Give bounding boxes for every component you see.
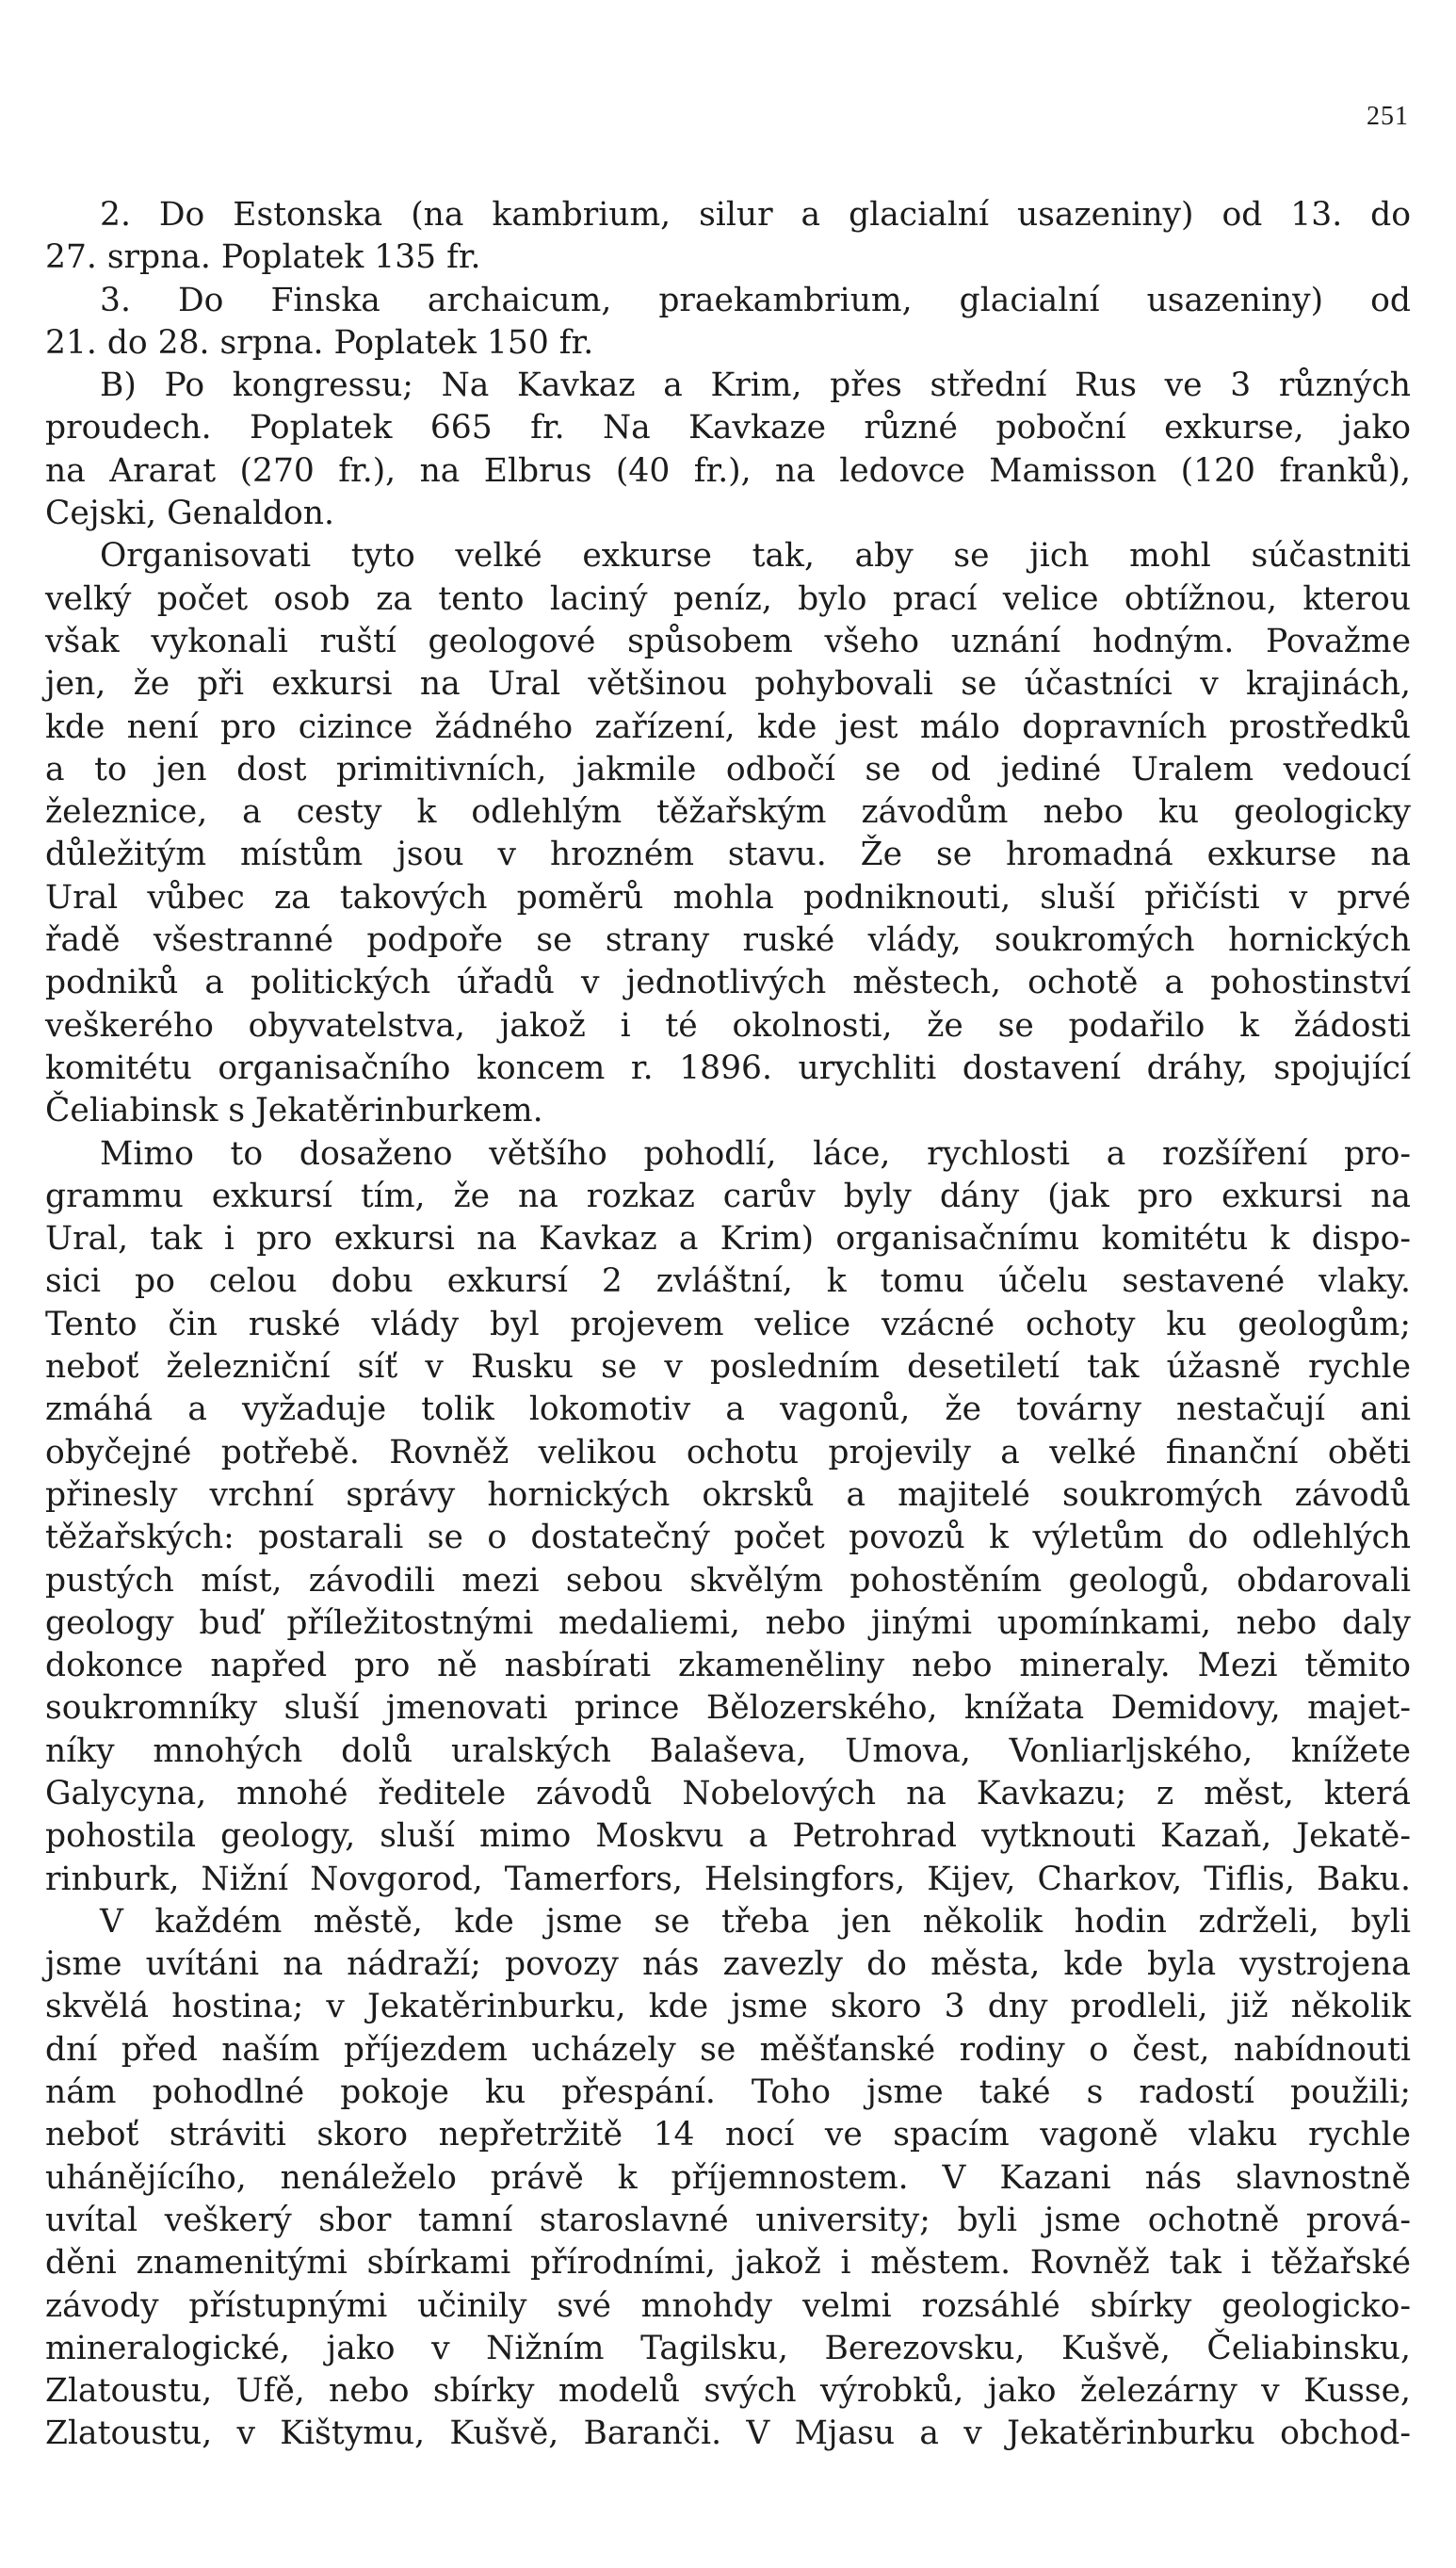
text-line: Čeliabinsk s Jekatěrinburkem. — [45, 1092, 543, 1130]
text-line: těžařských: postarali se o dostatečný počet povozů k výletům do odlehlých — [45, 1519, 1411, 1557]
text-line: podniků a politických úřadů v jednotlivých městech, ochotě a pohostinství — [45, 964, 1411, 1002]
text-line: geology buď příležitostnými medaliemi, nebo jinými upomínkami, nebo daly — [45, 1603, 1411, 1642]
text-line: 3. Do Finska archaicum, praekambrium, glacialní usazeniny) od — [100, 281, 1411, 319]
body-text — [45, 194, 1411, 2456]
text-line: dní před naším příjezdem ucházely se měšťanské rodiny o čest, nabídnouti — [45, 2030, 1411, 2069]
page-number: 251 — [1367, 102, 1409, 131]
text-line: Zlatoustu, v Kištymu, Kušvě, Baranči. V Mjasu a v Jekatěrinburku obchod- — [45, 2414, 1411, 2453]
text-line: 2. Do Estonska (na kambrium, silur a glacialní usazeniny) od 13. do — [100, 196, 1411, 234]
text-line: 21. do 28. srpna. Poplatek 150 fr. — [45, 323, 594, 362]
text-line: děni znamenitými sbírkami přírodními, jakož i městem. Rovněž tak i těžařské — [45, 2244, 1411, 2283]
text-line: grammu exkursí tím, že na rozkaz carův byly dány (jak pro exkursi na — [45, 1177, 1411, 1215]
text-line: důležitým místům jsou v hrozném stavu. Že se hromadná exkurse na — [45, 836, 1411, 874]
text-line: rinburk, Nižní Novgorod, Tamerfors, Helsingfors, Kijev, Charkov, Tiflis, Baku. — [45, 1860, 1411, 1898]
text-line: soukromníky sluší jmenovati prince Bělozerského, knížata Demidovy, majet- — [45, 1689, 1411, 1728]
text-line: na Ararat (270 fr.), na Elbrus (40 fr.), na ledovce Mamisson (120 franků), — [45, 451, 1411, 490]
text-line: velký počet osob za tento laciný peníz, bylo prací velice obtížnou, kterou — [45, 579, 1411, 618]
text-line: mineralogické, jako v Nižním Tagilsku, Berezovsku, Kušvě, Čeliabinsku, — [45, 2329, 1411, 2367]
text-line: níky mnohých dolů uralských Balaševa, Umova, Vonliarljského, knížete — [45, 1731, 1411, 1770]
text-line: 27. srpna. Poplatek 135 fr. — [45, 238, 481, 277]
text-line: neboť železniční síť v Rusku se v posledním desetiletí tak úžasně rychle — [45, 1348, 1411, 1387]
text-line: pustých míst, závodili mezi sebou skvělým pohostěním geologů, obdarovali — [45, 1561, 1411, 1600]
text-line: komitétu organisačního koncem r. 1896. urychliti dostavení dráhy, spojující — [45, 1048, 1411, 1087]
text-line: jen, že při exkursi na Ural většinou pohybovali se účastníci v krajinách, — [45, 665, 1411, 704]
text-line: proudech. Poplatek 665 fr. Na Kavkaze různé poboční exkurse, jako — [45, 409, 1411, 447]
text-line: závody přístupnými učinily své mnohdy velmi rozsáhlé sbírky geologicko- — [45, 2286, 1411, 2325]
text-line: nám pohodlné pokoje ku přespání. Toho jsme také s radostí použili; — [45, 2073, 1411, 2112]
text-line: Ural vůbec za takových poměrů mohla podniknouti, sluší přičísti v prvé — [45, 878, 1411, 917]
text-line: pohostila geology, sluší mimo Moskvu a Petrohrad vytknouti Kazaň, Jekatě- — [45, 1817, 1411, 1856]
text-line: však vykonali ruští geologové spůsobem všeho uznání hodným. Považme — [45, 622, 1411, 660]
text-line: Mimo to dosaženo většího pohodlí, láce, rychlosti a rozšíření pro- — [100, 1134, 1411, 1173]
text-line: neboť stráviti skoro nepřetržitě 14 nocí ve spacím vagoně vlaku rychle — [45, 2116, 1411, 2154]
text-line: uvítal veškerý sbor tamní staroslavné university; byli jsme ochotně prová- — [45, 2201, 1411, 2239]
text-line: železnice, a cesty k odlehlým těžařským závodům nebo ku geologicky — [45, 793, 1411, 832]
text-line: B) Po kongressu; Na Kavkaz a Krim, přes střední Rus ve 3 různých — [100, 366, 1411, 405]
text-line: a to jen dost primitivních, jakmile odbočí se od jediné Uralem vedoucí — [45, 750, 1411, 788]
text-line: uhánějícího, nenáleželo právě k příjemnostem. V Kazani nás slavnostně — [45, 2158, 1411, 2197]
text-line: obyčejné potřebě. Rovněž velikou ochotu projevily a velké finanční oběti — [45, 1433, 1411, 1471]
text-line: Tento čin ruské vlády byl projevem velice vzácné ochoty ku geologům; — [45, 1305, 1411, 1343]
text-line: sici po celou dobu exkursí 2 zvláštní, k tomu účelu sestavené vlaky. — [45, 1262, 1411, 1301]
text-line: Organisovati tyto velké exkurse tak, aby se jich mohl súčastniti — [100, 537, 1411, 576]
text-line: Galycyna, mnohé ředitele závodů Nobelových na Kavkazu; z měst, která — [45, 1774, 1411, 1812]
text-line: veškerého obyvatelstva, jakož i té okolnosti, že se podařilo k žádosti — [45, 1006, 1411, 1045]
text-line: dokonce napřed pro ně nasbírati zkameněliny nebo mineraly. Mezi těmito — [45, 1647, 1411, 1685]
text-line: skvělá hostina; v Jekatěrinburku, kde jsme skoro 3 dny prodleli, již několik — [45, 1988, 1411, 2026]
text-line: V každém městě, kde jsme se třeba jen několik hodin zdrželi, byli — [100, 1902, 1411, 1941]
text-line: Cejski, Genaldon. — [45, 495, 334, 533]
text-line: zmáhá a vyžaduje tolik lokomotiv a vagonů, že továrny nestačují ani — [45, 1390, 1411, 1429]
text-line: přinesly vrchní správy hornických okrsků a majitelé soukromých závodů — [45, 1475, 1411, 1514]
text-line: Zlatoustu, Ufě, nebo sbírky modelů svých výrobků, jako železárny v Kusse, — [45, 2372, 1411, 2411]
text-line: kde není pro cizince žádného zařízení, kde jest málo dopravních prostředků — [45, 707, 1411, 746]
text-line: řadě všestranné podpoře se strany ruské vlády, soukromých hornických — [45, 921, 1411, 960]
text-line: jsme uvítáni na nádraží; povozy nás zavezly do města, kde byla vystrojena — [45, 1945, 1411, 1984]
text-line: Ural, tak i pro exkursi na Kavkaz a Krim) organisačnímu komitétu k dispo- — [45, 1220, 1411, 1259]
